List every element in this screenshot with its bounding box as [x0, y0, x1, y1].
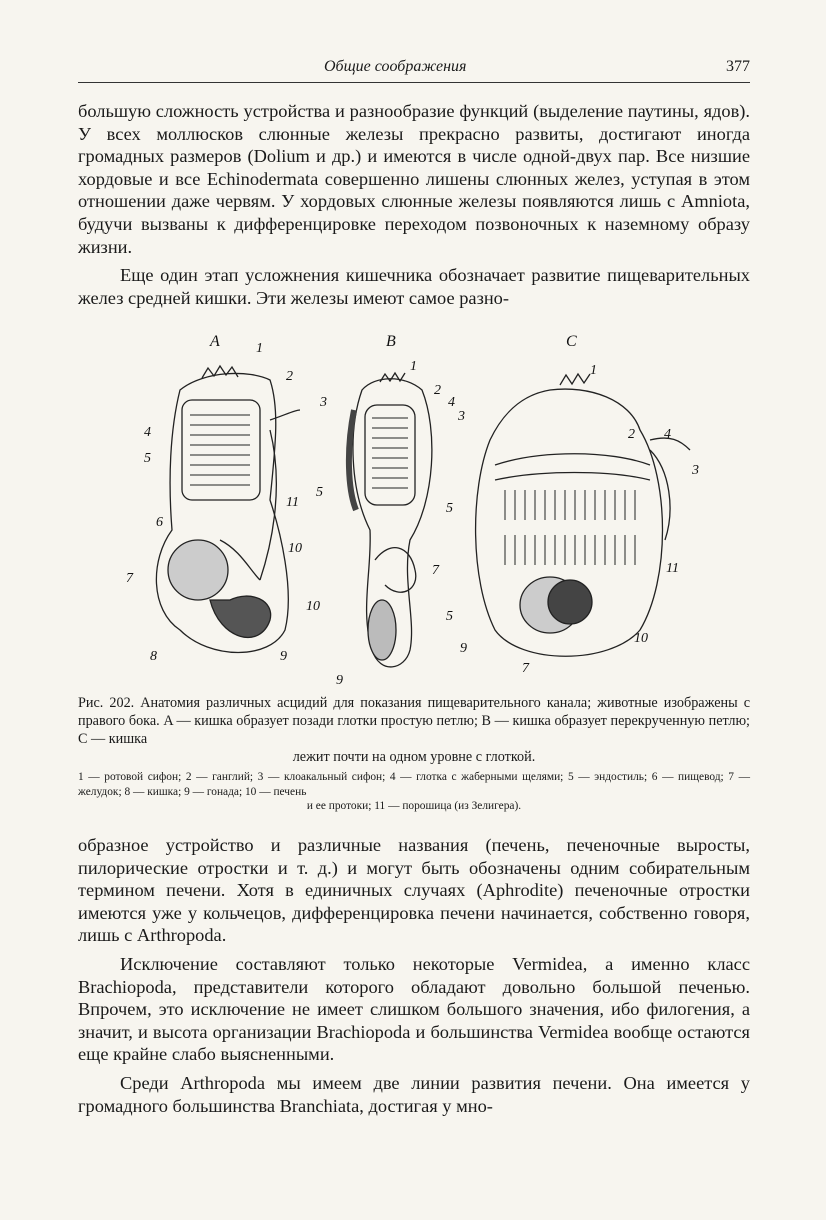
- callout-number: 9: [280, 649, 287, 664]
- callout-number: 10: [634, 631, 648, 646]
- callout-number: 7: [126, 571, 133, 586]
- callout-number: 3: [320, 395, 327, 410]
- text-block-top: [78, 100, 750, 309]
- callout-number: 10: [288, 541, 302, 556]
- callout-number: 5: [316, 485, 323, 500]
- callout-number: 5: [446, 501, 453, 516]
- paragraph: образное устройство и различные названия (печень, печеночные выросты, пилорические отростки и т. д.) и могут быть обозначены одним собирательным термином печени. Хотя в единичных случаях (Aphrodite) печеночные отростки имеются уже у кольчецов, дифференцировка печени начинается, собственно говоря, лишь с Arthropoda.: [78, 835, 750, 946]
- running-header: [78, 56, 750, 83]
- callout-number: 2: [628, 427, 635, 442]
- callout-number: 8: [150, 649, 157, 664]
- figure-ascidians: [110, 330, 710, 690]
- ascidian-anatomy-illustration: [110, 330, 710, 690]
- callout-number: 10: [306, 599, 320, 614]
- legend-text-last-line: и ее протоки; 11 — порошица (из Зелигера).: [306, 800, 522, 812]
- callout-number: 5: [446, 609, 453, 624]
- callout-number: 9: [460, 641, 467, 656]
- paragraph: Еще один этап усложнения кишечника обозначает развитие пищеварительных желез средней кишки. Эти железы имеют самое разно-: [78, 265, 750, 308]
- callout-number: 4: [448, 395, 455, 410]
- callout-number: 7: [522, 661, 529, 676]
- paragraph: Исключение составляют только некоторые Vermidea, а именно класс Brachiopoda, представители которого обладают довольно большой печенью. Впрочем, это исключение не имеет слишком большого значения, ибо филогения, а значит, и высота организации Brachiopoda и большинства Vermidea вообще остаются еще крайне слабо выясненными.: [78, 953, 750, 1065]
- caption-text-last-line: лежит почти на одном уровне с глоткой.: [292, 749, 536, 765]
- callout-number: 4: [144, 425, 151, 440]
- legend-text: 1 — ротовой сифон; 2 — ганглий; 3 — клоакальный сифон; 4 — глотка с жаберными щелями; 5 — эндостиль; 6 — пищевод; 7 — желудок; 8 — кишка; 9 — гонада; 10 — печень: [78, 771, 750, 798]
- callout-number: 2: [434, 383, 441, 398]
- panel-b-drawing: [349, 373, 432, 667]
- callout-number: 9: [336, 673, 343, 688]
- callout-number: 6: [156, 515, 163, 530]
- callout-number: 2: [286, 369, 293, 384]
- text-block-bottom: [78, 834, 750, 1117]
- callout-number: 1: [590, 363, 597, 378]
- figure-legend: [78, 770, 750, 814]
- callout-number: 3: [458, 409, 465, 424]
- callout-number: 11: [666, 561, 679, 576]
- caption-text: Рис. 202. Анатомия различных асцидий для показания пищеварительного канала; животные изображены с правого бока. A — кишка образует позади глотки простую петлю; B — кишка образует перекрученную петлю; C — кишка: [78, 695, 750, 747]
- paragraph: Среди Arthropoda мы имеем две линии развития печени. Она имеется у громадного большинства Branchiata, достигая у мно-: [78, 1072, 750, 1116]
- panel-c-drawing: [476, 374, 690, 656]
- panel-label-a: A: [210, 333, 220, 350]
- callout-number: 4: [664, 427, 671, 442]
- callout-number: 7: [432, 563, 439, 578]
- paragraph: большую сложность устройства и разнообразие функций (выделение паутины, ядов). У всех моллюсков слюнные железы прекрасно развиты, достигают иногда громадных размеров (Dolium и др.) и имеются в числе одной-двух пар. Все низшие хордовые и все Echinodermata совершенно лишены слюнных желез, уступая в этом отношении даже червям. У хордовых слюнные железы появляются лишь с Amniota, будучи вызваны к дифференцировке переходом позвоночных к наземному образу жизни.: [78, 101, 750, 257]
- panel-label-b: B: [386, 333, 396, 350]
- figure-caption: [78, 694, 750, 766]
- callout-number: 5: [144, 451, 151, 466]
- running-title: Общие соображения: [324, 58, 467, 75]
- callout-number: 1: [256, 341, 263, 356]
- page-number: 377: [726, 58, 750, 75]
- callout-number: 3: [692, 463, 699, 478]
- callout-number: 1: [410, 359, 417, 374]
- panel-label-c: C: [566, 333, 577, 350]
- panel-a-drawing: [156, 366, 300, 653]
- callout-number: 11: [286, 495, 299, 510]
